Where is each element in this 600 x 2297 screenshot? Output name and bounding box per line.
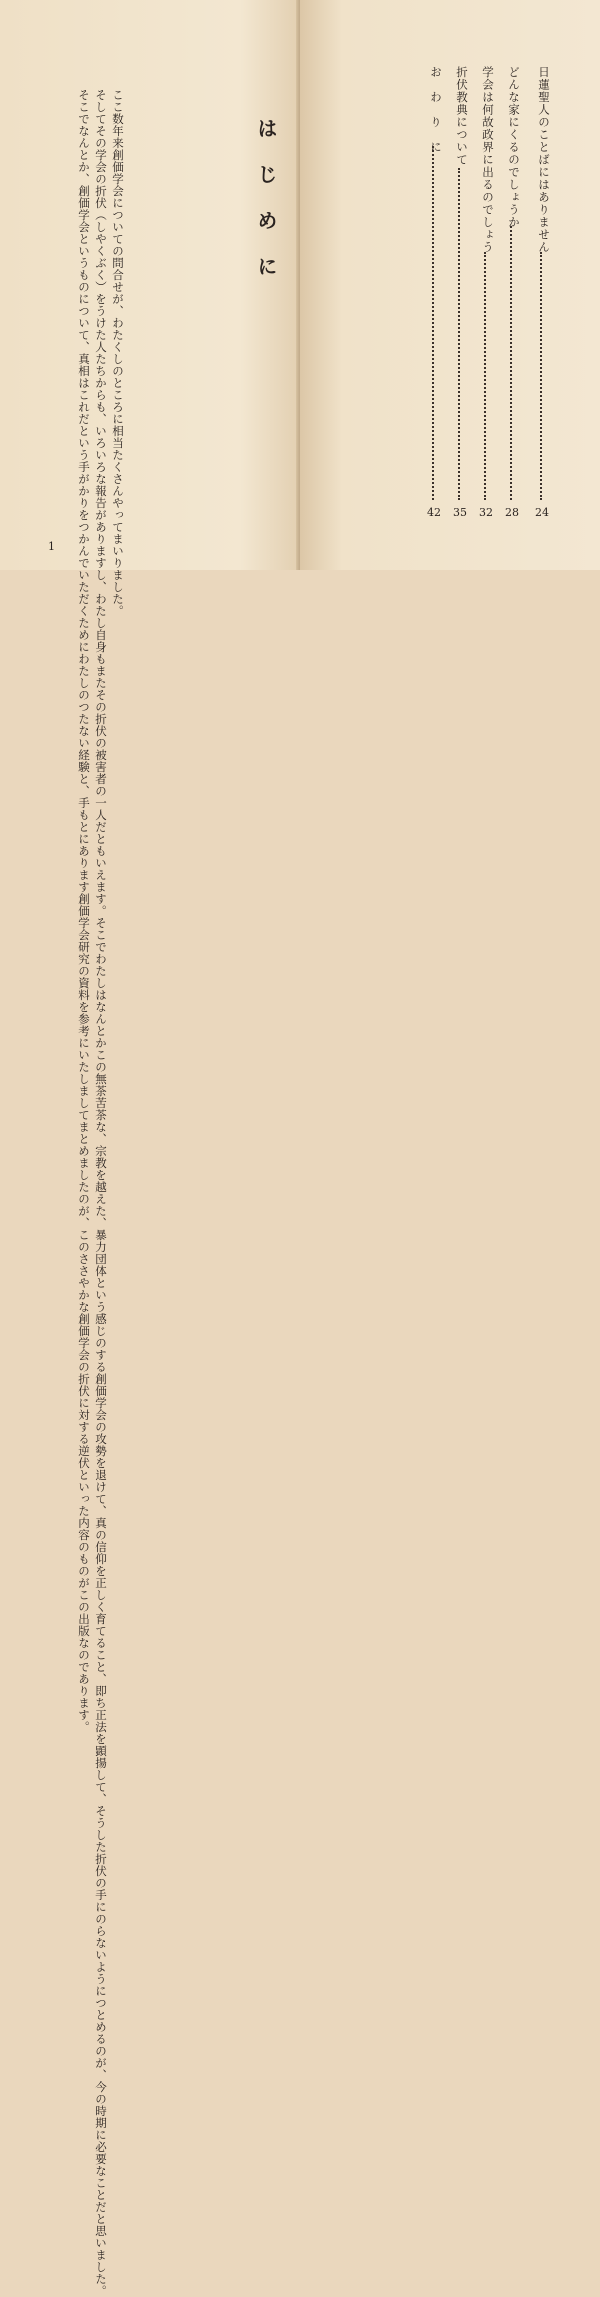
toc-leader: [540, 252, 544, 500]
toc-entry[interactable]: [535, 66, 552, 519]
toc-entry[interactable]: [505, 66, 522, 519]
toc-title: どんな家にくるのでしょうか: [507, 66, 521, 229]
toc-leader: [510, 226, 514, 500]
paragraph-3: そこでなんとか、創価学会というものについて、真相はこれだという手がかりをつかんでいただくためにわたしのつたない経験と、手もとにあります創価学会研究の資料を参考にいたしましてまとめましたのが、このささやかな創価学会の折伏に対する逆伏といった内容のものがこの出版なのであります。: [77, 88, 91, 1733]
toc-page: 28: [505, 506, 519, 519]
paragraph-1: ここ数年来創価学会についての問合せが、わたくしのところに相当たくさんやってまいりました。: [111, 88, 125, 617]
toc-page: 32: [479, 506, 493, 519]
toc-leader: [458, 168, 462, 500]
toc-title: 日蓮聖人のことばにはありません: [537, 66, 551, 254]
toc-page: 24: [535, 506, 549, 519]
body-text: [58, 64, 143, 2297]
toc-page: 42: [427, 506, 441, 519]
toc-title: お わ り に: [429, 66, 443, 154]
toc-entry[interactable]: [427, 66, 444, 519]
toc-title: 折伏教典について: [455, 66, 469, 166]
right-page: [300, 0, 600, 570]
toc-entry[interactable]: [479, 66, 496, 519]
toc-leader: [432, 146, 436, 500]
toc-leader: [484, 252, 488, 500]
page-heading: はじめに: [254, 118, 278, 302]
paragraph-2: そしてその学会の折伏（しやくぶく）をうけた人たちからも、いろいろな報告がありますし、わたし自身もまたその折伏の被害者の一人だともいえます。そこでわたしはなんとかこの無茶苦茶な、宗教を越えた、暴力団体という感じのする創価学会の攻勢を退けて、真の信仰を正しく育てること、即ち正法を顕揚して、そうした折伏の手にのらないようにつとめるのが、今の時期に必要なことだと思いました。: [94, 88, 108, 2297]
page-number: 1: [48, 540, 55, 553]
toc-page: 35: [453, 506, 467, 519]
toc-entry[interactable]: [453, 66, 470, 519]
toc-title: 学会は何故政界に出るのでしょう: [481, 66, 495, 254]
